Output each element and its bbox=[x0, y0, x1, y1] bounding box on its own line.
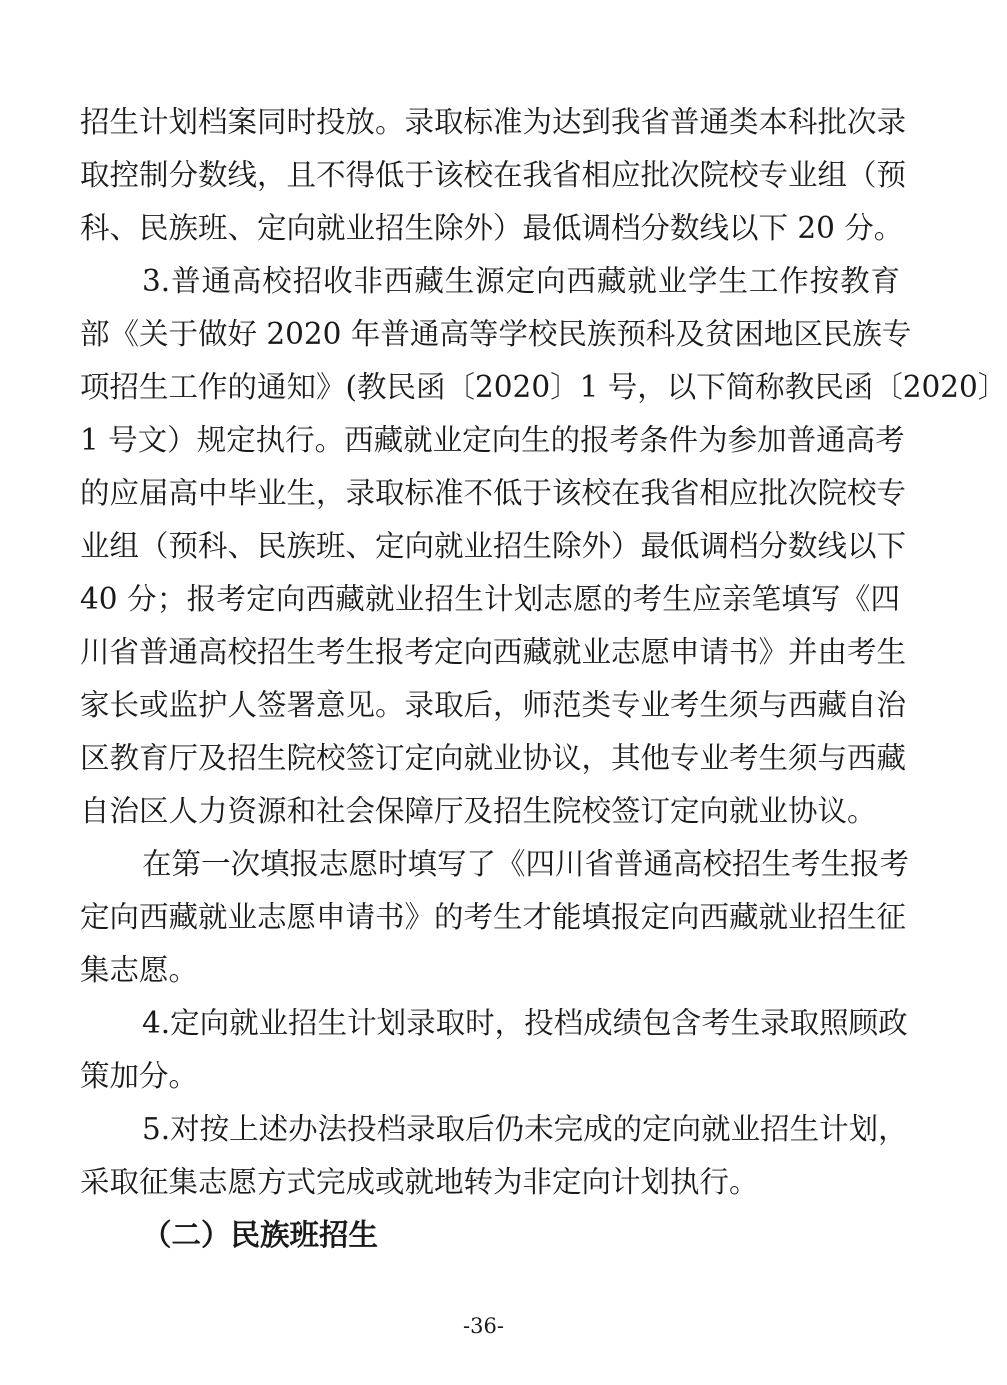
paragraph-start-line: 在第一次填报志愿时填写了《四川省普通高校招生考生报考 bbox=[142, 847, 910, 881]
text-line: 策加分。 bbox=[80, 1059, 199, 1093]
page-number: -36- bbox=[463, 1314, 504, 1338]
text-line: 1 号文）规定执行。西藏就业定向生的报考条件为参加普通高考 bbox=[80, 423, 905, 457]
section-heading: （二）民族班招生 bbox=[142, 1218, 379, 1252]
paragraph-start-line: 4.定向就业招生计划录取时，投档成绩包含考生录取照顾政 bbox=[142, 1006, 908, 1040]
text-line: 部《关于做好 2020 年普通高等学校民族预科及贫困地区民族专 bbox=[80, 317, 912, 351]
text-line: 项招生工作的通知》(教民函〔2020〕1 号，以下简称教民函〔2020〕 bbox=[80, 370, 1007, 404]
text-line: 招生计划档案同时投放。录取标准为达到我省普通类本科批次录 bbox=[80, 105, 907, 139]
text-line: 采取征集志愿方式完成或就地转为非定向计划执行。 bbox=[80, 1165, 759, 1199]
text-line: 集志愿。 bbox=[80, 953, 199, 987]
text-line: 科、民族班、定向就业招生除外）最低调档分数线以下 20 分。 bbox=[80, 211, 904, 245]
text-line: 业组（预科、民族班、定向就业招生除外）最低调档分数线以下 bbox=[80, 529, 907, 563]
paragraph-start-line: 3.普通高校招收非西藏生源定向西藏就业学生工作按教育 bbox=[142, 264, 900, 298]
paragraph-start-line: 5.对按上述办法投档录取后仍未完成的定向就业招生计划， bbox=[142, 1112, 908, 1146]
text-line: 家长或监护人签署意见。录取后，师范类专业考生须与西藏自治 bbox=[80, 688, 907, 722]
text-line: 的应届高中毕业生，录取标准不低于该校在我省相应批次院校专 bbox=[80, 476, 907, 510]
text-line: 川省普通高校招生考生报考定向西藏就业志愿申请书》并由考生 bbox=[80, 635, 907, 669]
text-line: 40 分；报考定向西藏就业招生计划志愿的考生应亲笔填写《四 bbox=[80, 582, 900, 616]
text-line: 区教育厅及招生院校签订定向就业协议，其他专业考生须与西藏 bbox=[80, 741, 907, 775]
text-line: 取控制分数线，且不得低于该校在我省相应批次院校专业组（预 bbox=[80, 158, 907, 192]
text-line: 定向西藏就业志愿申请书》的考生才能填报定向西藏就业招生征 bbox=[80, 900, 907, 934]
text-line: 自治区人力资源和社会保障厅及招生院校签订定向就业协议。 bbox=[80, 794, 877, 828]
